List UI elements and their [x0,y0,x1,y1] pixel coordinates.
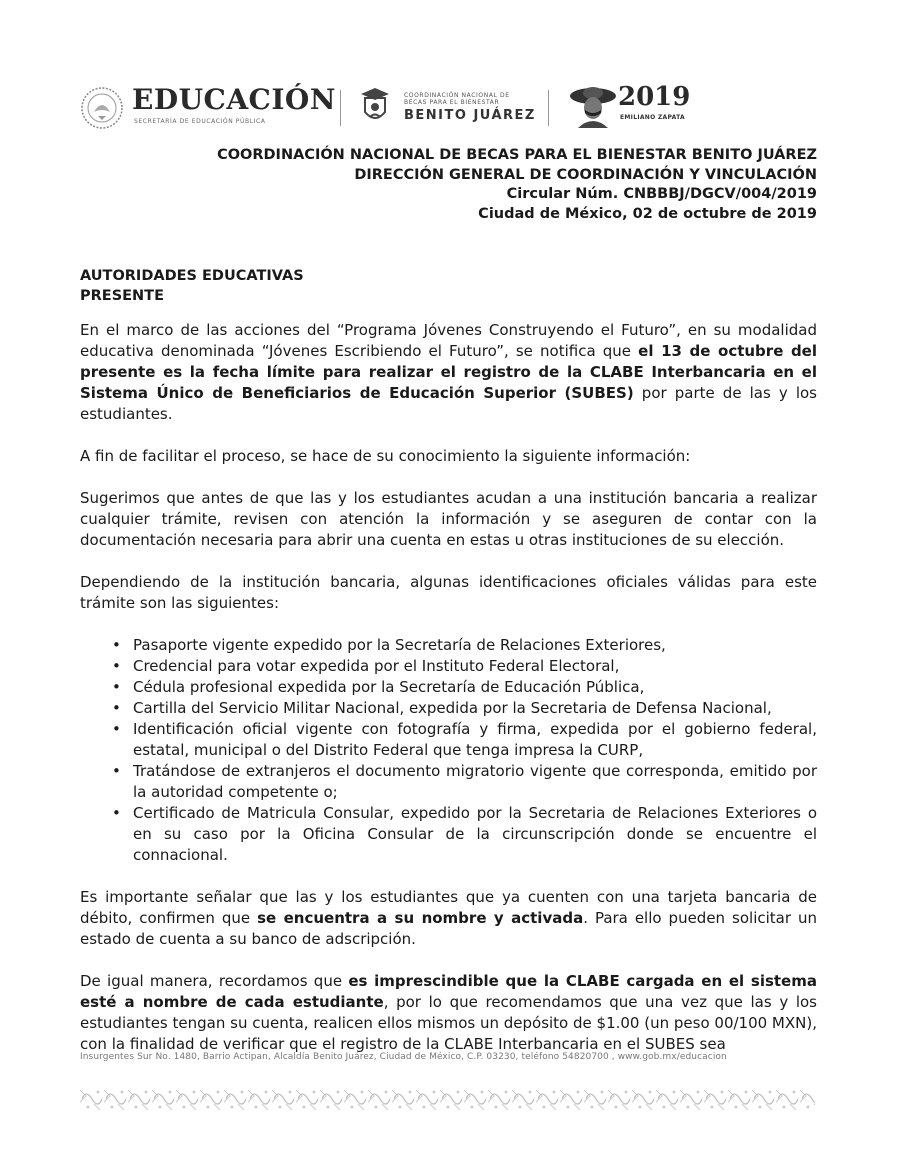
paragraph-2: A fin de facilitar el proceso, se hace de su conocimiento la siguiente información: [80,447,691,465]
year-subtitle: EMILIANO ZAPATA [620,114,686,121]
list-item: • Credencial para votar expedida por el Instituto Federal Electoral, [133,656,817,677]
addressee [80,266,304,306]
paragraph-6-text: De igual manera, recordamos que [80,972,349,990]
year-logo [568,84,698,130]
paragraph-5-text: Es importante señalar que las y los estudiantes que ya cuenten con una tarjeta bancaria de débito, confirmen que [80,888,817,927]
national-seal-icon [80,86,124,130]
id-list [80,635,817,866]
heading-line-circular-number: Circular Núm. CNBBBJ/DGCV/004/2019 [506,186,817,202]
footer-address: Insurgentes Sur No. 1480, Barrio Actipan, Alcaldía Benito Juárez, Ciudad de México, C.P. 03230, teléfono 54820700 , www.gob.mx/educacion [80,1052,727,1062]
paragraph-6-bold: es imprescindible que la CLABE cargada en el sistema esté a nombre de cada estudiante [80,972,817,1011]
paragraph-1-text: En el marco de las acciones del “Programa Jóvenes Construyendo el Futuro”, en su modalidad educativa denominada “Jóvenes Escribiendo el Futuro”, se notifica que [80,321,817,360]
addressee-line-1: AUTORIDADES EDUCATIVAS [80,268,304,284]
document-body [80,320,817,1055]
paragraph-1 [80,320,817,425]
list-item: • Identificación oficial vigente con fotografía y firma, expedida por el gobierno federal, estatal, municipal o del Distrito Federal que tenga impresa la CURP, [133,719,817,761]
addressee-line-2: PRESENTE [80,288,164,304]
header-logos [80,84,820,134]
graduate-shield-icon [360,86,390,126]
logo-divider [548,90,549,126]
paragraph-6-text-end: , por lo que recomendamos que una vez que las y los estudiantes tengan su cuenta, realicen ellos mismos un depósito de $1.00 (un peso 00/100 MXN), con la finalidad de verificar que el registro de la CLABE Interbancaria en el SUBES sea [80,993,818,1053]
heading-line-direction: DIRECCIÓN GENERAL DE COORDINACIÓN Y VINCULACIÓN [354,166,817,183]
becas-name: BENITO JUÁREZ [404,108,536,123]
list-item: • Certificado de Matricula Consular, expedido por la Secretaria de Relaciones Exteriores o en su caso por la Oficina Consular de la circunscripción donde se encuentre el connacional. [133,803,817,866]
zapata-portrait-icon [568,84,618,128]
educacion-logo [80,83,336,130]
paragraph-5 [80,887,817,950]
year-text: 2019 [618,82,691,112]
list-item: • Pasaporte vigente expedido por la Secretaría de Relaciones Exteriores, [133,635,817,656]
decorative-pattern-band [80,1086,815,1112]
logo-divider [340,90,341,126]
list-item: • Cédula profesional expedida por la Secretaría de Educación Pública, [133,677,817,698]
document-heading [80,146,817,224]
heading-line-place-date: Ciudad de México, 02 de octubre de 2019 [478,205,817,222]
list-item: • Cartilla del Servicio Militar Nacional, expedida por la Secretaria de Defensa Nacional, [133,698,817,719]
paragraph-4: Dependiendo de la institución bancaria, algunas identificaciones oficiales válidas para este trámite son las siguientes: [80,573,817,612]
paragraph-5-text-end: . Para ello pueden solicitar un estado de cuenta a su banco de adscripción. [80,909,817,948]
heading-line-coordination: COORDINACIÓN NACIONAL DE BECAS PARA EL BIENESTAR BENITO JUÁREZ [217,147,817,163]
paragraph-1-text-end: por parte de las y los estudiantes. [80,384,817,423]
paragraph-5-bold: se encuentra a su nombre y activada [257,909,584,927]
becas-small-text: COORDINACIÓN NACIONAL DE BECAS PARA EL BIENESTAR [404,92,510,106]
list-item: • Tratándose de extranjeros el documento migratorio vigente que corresponda, emitido por la autoridad competente o; [133,761,817,803]
educacion-title: EDUCACIÓN [132,83,336,116]
becas-logo [360,84,540,130]
educacion-subtitle: SECRETARÍA DE EDUCACIÓN PÚBLICA [134,118,266,125]
paragraph-1-bold: el 13 de octubre del presente es la fecha límite para realizar el registro de la CLABE Interbancaria en el Sistema Único de Beneficiarios de Educación Superior (SUBES) [80,342,817,402]
paragraph-3: Sugerimos que antes de que las y los estudiantes acudan a una institución bancaria a realizar cualquier trámite, revisen con atención la información y se aseguren de contar con la documentación necesaria para abrir una cuenta en estas u otras instituciones de su elección. [80,489,817,549]
paragraph-6 [80,971,817,1055]
